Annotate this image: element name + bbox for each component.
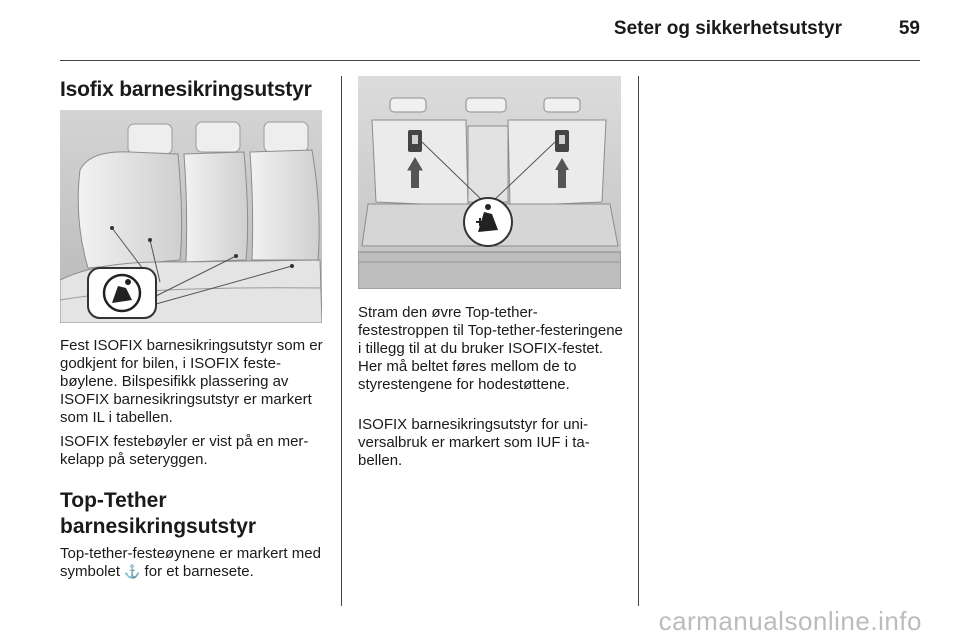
top-tether-symbol-icon: ⚓: [124, 564, 141, 579]
paragraph-isofix-1: Fest ISOFIX barnesikringsutstyr som er godkjent for bilen, i ISOFIX festebøylene. Bilspesifikk plassering av ISOFIX barnesikringsutstyr er markert som IL i tabellen.: [60, 337, 323, 426]
paragraph-iuf: ISOFIX barnesikringsutstyr for universalbruk er markert som IUF i tabellen.: [358, 416, 590, 469]
watermark: carmanualsonline.info: [658, 606, 922, 636]
figure-top-tether-rings: [358, 76, 621, 289]
top-tether-illustration: [358, 76, 621, 289]
paragraph-top-tether-text-b: for et barnesete.: [140, 563, 254, 580]
paragraph-top-tether: [60, 545, 325, 581]
section-heading-isofix: Isofix barnesikringsutstyr: [60, 78, 312, 101]
paragraph-isofix-2: ISOFIX festebøyler er vist på en merkelapp på seteryggen.: [60, 433, 309, 468]
header-rule: [60, 60, 920, 61]
section-heading-top-tether: Top-Tether barnesikringsutstyr: [60, 489, 257, 538]
isofix-seat-illustration: [60, 110, 322, 323]
column-divider-2: [638, 76, 639, 606]
paragraph-tether-instructions: Stram den øvre Top-tether-festestroppen til Top-tether-festeringene i tillegg til at du bruker ISOFIX-festet. Her må beltet føres mellom de to styrestengene for hodestøttene.: [358, 304, 623, 393]
page-number: 59: [898, 18, 920, 39]
figure-isofix-seat: [60, 110, 322, 323]
paragraph-top-tether-text-a: Top-tether-festeøynene er markert med symbolet: [60, 545, 321, 580]
column-divider-1: [341, 76, 342, 606]
running-header-title: Seter og sikkerhetsutstyr: [613, 18, 842, 39]
